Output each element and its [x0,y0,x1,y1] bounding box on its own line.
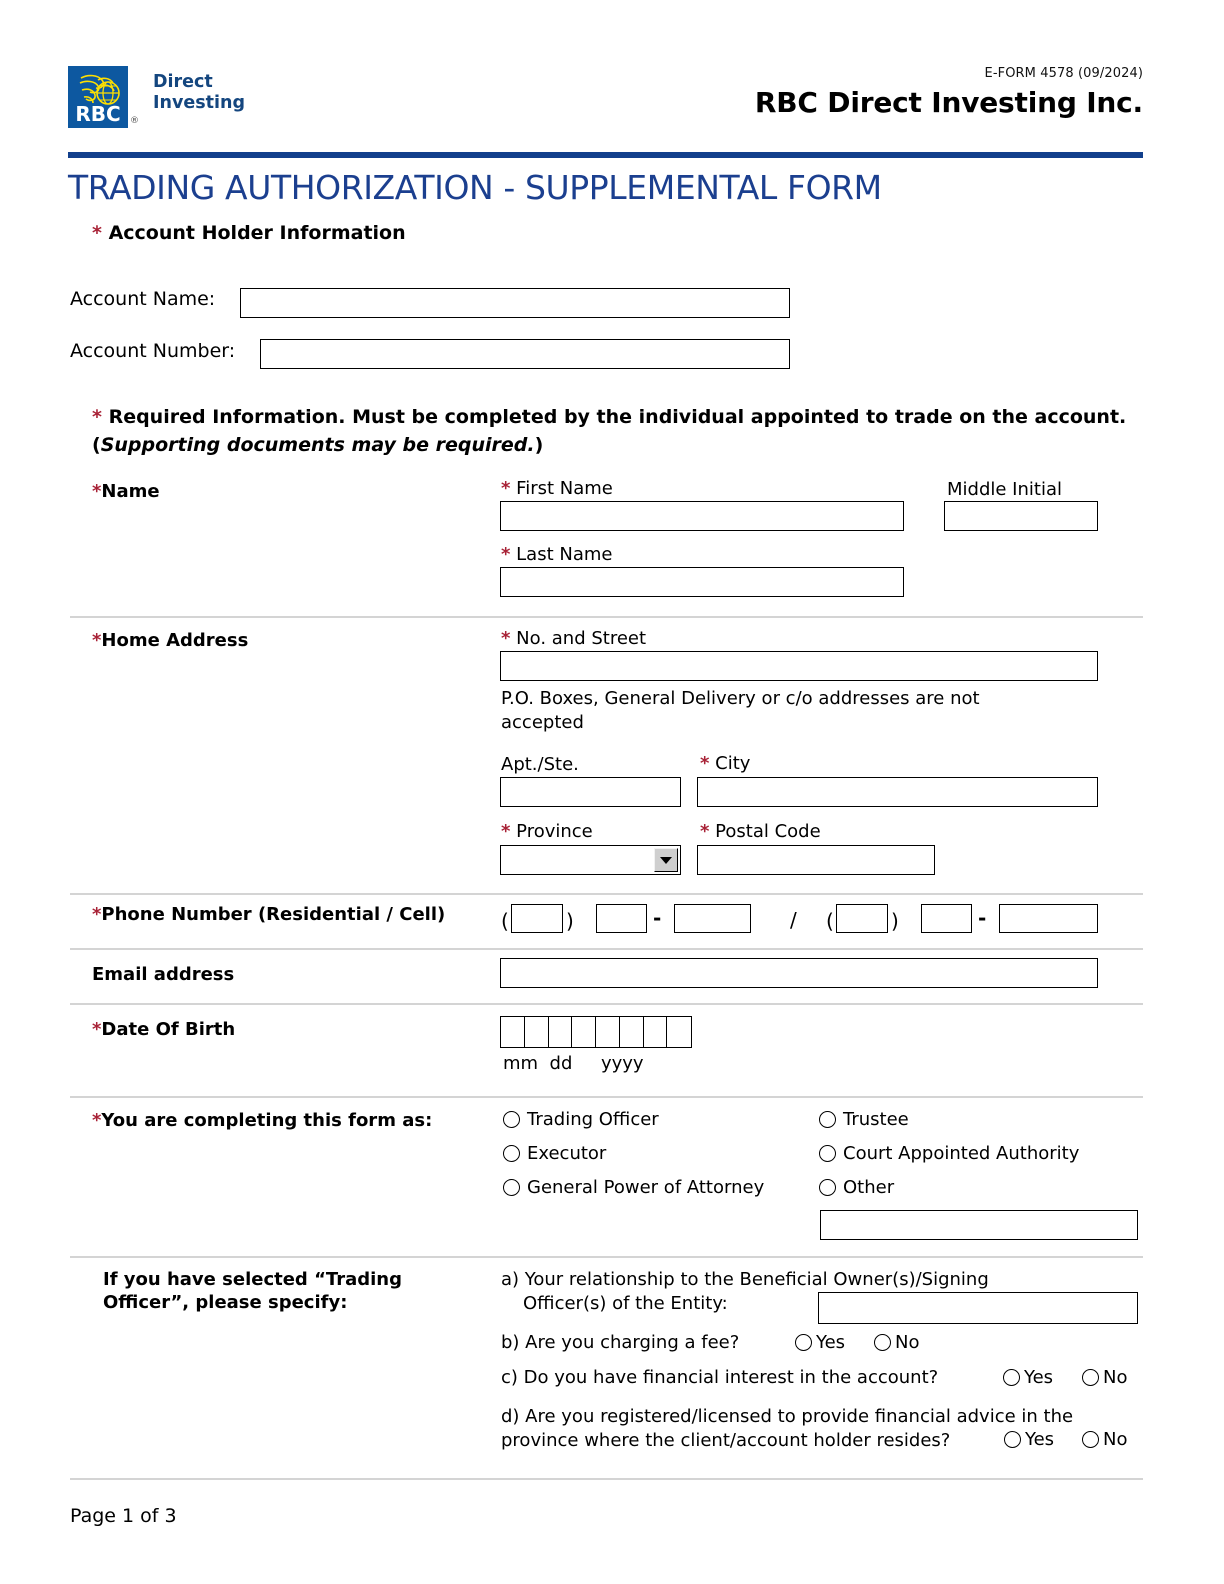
name-section-label-text: Name [101,481,160,502]
svg-text:RBC: RBC [75,102,121,126]
first-name-label [501,478,613,499]
city-input[interactable] [697,777,1098,807]
dob-input-comb[interactable] [500,1016,692,1048]
radio-icon[interactable] [819,1111,836,1128]
required-information-note [92,404,1132,459]
company-name: RBC Direct Investing Inc. [754,86,1143,119]
phone-residential-line-input[interactable] [674,904,751,933]
role-section-label [92,1109,432,1132]
question-b: b) Are you charging a fee? [501,1332,740,1353]
phone-cell-prefix-input[interactable] [921,904,972,933]
street-input[interactable] [500,651,1098,681]
phone-res-dash: - [653,906,662,930]
radio-option-registered-yes[interactable] [1004,1429,1054,1450]
radio-label: Trustee [843,1109,909,1130]
postal-code-label [700,821,821,842]
radio-label: Yes [816,1332,846,1353]
required-asterisk-postal: * [700,821,710,842]
radio-option-financial-interest-no[interactable] [1082,1367,1127,1388]
dob-cell[interactable] [572,1017,596,1047]
province-select[interactable] [500,845,681,875]
required-asterisk-street: * [501,628,511,649]
radio-icon[interactable] [1004,1431,1021,1448]
radio-option-executor[interactable] [503,1143,606,1164]
radio-icon[interactable] [1082,1431,1099,1448]
home-address-label-text: Home Address [101,630,249,651]
trading-officer-label-line1: If you have selected “Trading [103,1269,402,1290]
dob-cell[interactable] [525,1017,549,1047]
radio-icon[interactable] [874,1334,891,1351]
first-name-input[interactable] [500,501,904,531]
radio-label: Other [843,1177,895,1198]
radio-option-other[interactable] [819,1177,894,1198]
radio-label: Court Appointed Authority [843,1143,1080,1164]
phone-residential-prefix-input[interactable] [596,904,647,933]
rbc-logo-wordmark [153,72,245,115]
radio-option-fee-no[interactable] [874,1332,919,1353]
footer-divider [70,1478,1143,1480]
page-header [68,58,1143,148]
radio-label: No [1103,1367,1128,1388]
dob-cell[interactable] [667,1017,691,1047]
section-divider-1 [70,616,1143,618]
required-asterisk-role: * [92,1110,102,1131]
logo-line-investing: Investing [153,93,246,114]
dob-cell[interactable] [549,1017,573,1047]
required-asterisk-phone: * [92,904,102,925]
relationship-input[interactable] [818,1292,1138,1324]
question-c: c) Do you have financial interest in the account? [501,1367,939,1388]
account-number-input[interactable] [260,339,790,369]
section-divider-3 [70,948,1143,950]
section-divider-5 [70,1096,1143,1098]
dob-cell[interactable] [501,1017,525,1047]
radio-label: Yes [1025,1429,1055,1450]
required-asterisk-last-name: * [501,544,511,565]
phone-residential-area-code-input[interactable] [511,904,563,933]
dob-cell[interactable] [620,1017,644,1047]
trading-officer-label-line2: Officer”, please specify: [103,1292,348,1314]
last-name-label-text: Last Name [516,544,613,565]
required-asterisk: * [92,222,102,244]
phone-section-label [92,903,445,926]
radio-label: Yes [1024,1367,1054,1388]
dob-section-label [92,1018,235,1041]
email-section-label: Email address [92,964,235,985]
apt-label: Apt./Ste. [501,754,579,775]
radio-icon[interactable] [819,1145,836,1162]
radio-icon[interactable] [1082,1369,1099,1386]
question-a-line1: a) Your relationship to the Beneficial Owner(s)/Signing [501,1269,989,1290]
header-divider [68,152,1143,158]
last-name-label [501,544,612,565]
question-d-line1: d) Are you registered/licensed to provide financial advice in the [501,1406,1074,1427]
phone-cell-open-paren: ( [826,909,834,933]
account-number-row [70,340,235,362]
radio-option-general-power-of-attorney[interactable] [503,1177,764,1198]
street-label-text: No. and Street [516,628,647,649]
name-section-label [92,480,160,503]
dob-cell[interactable] [644,1017,668,1047]
chevron-down-icon[interactable] [654,848,678,872]
radio-option-registered-no[interactable] [1082,1429,1127,1450]
account-name-input[interactable] [240,288,790,318]
required-asterisk-home-address: * [92,630,102,651]
radio-option-trading-officer[interactable] [503,1109,659,1130]
phone-res-close-paren: ) [566,909,574,933]
home-address-section-label [92,629,248,652]
section-divider-6 [70,1256,1143,1258]
middle-initial-input[interactable] [944,501,1098,531]
dob-cell[interactable] [596,1017,620,1047]
dob-legend: mm dd yyyy [503,1053,644,1074]
province-label-text: Province [516,821,593,842]
street-label [501,628,646,649]
required-asterisk-name: * [92,481,102,502]
question-a-line2: Officer(s) of the Entity: [523,1292,728,1314]
radio-icon[interactable] [819,1179,836,1196]
account-name-row [70,288,215,310]
phone-cell-area-code-input[interactable] [836,904,888,933]
phone-label-text: Phone Number (Residential / Cell) [101,904,446,925]
section-heading-account-holder [92,222,406,244]
required-asterisk-intro: * [92,406,102,428]
phone-separator: / [790,908,797,932]
question-d-line2: province where the client/account holder resides? [501,1429,951,1451]
radio-option-financial-interest-yes[interactable] [1003,1367,1053,1388]
radio-label: Trading Officer [527,1109,659,1130]
other-role-input[interactable] [820,1210,1138,1240]
first-name-label-text: First Name [516,478,613,499]
radio-option-fee-yes[interactable] [795,1332,845,1353]
email-input[interactable] [500,958,1098,988]
eform-number: E-FORM 4578 (09/2024) [984,66,1143,81]
city-label-text: City [715,753,751,774]
province-label [501,821,593,842]
section-heading-label: Account Holder Information [108,222,406,244]
required-asterisk-city: * [700,753,710,774]
rbc-logo-icon [68,66,128,128]
account-number-label: Account Number: [70,340,236,362]
radio-icon[interactable] [503,1179,520,1196]
phone-cell-close-paren: ) [891,909,899,933]
rbc-logo [68,66,245,128]
radio-option-court-appointed-authority[interactable] [819,1143,1079,1164]
radio-label: No [1103,1429,1128,1450]
page-title: TRADING AUTHORIZATION - SUPPLEMENTAL FORM [68,168,882,207]
last-name-input[interactable] [500,567,904,597]
postal-code-label-text: Postal Code [715,821,821,842]
section-divider-4 [70,1003,1143,1005]
radio-icon[interactable] [503,1145,520,1162]
dob-label-text: Date Of Birth [101,1019,236,1040]
phone-cell-dash: - [978,906,987,930]
section-divider-2 [70,893,1143,895]
registered-trademark-icon: ® [130,116,139,126]
radio-label: General Power of Attorney [527,1177,765,1198]
radio-icon[interactable] [795,1334,812,1351]
intro-text-part2: ) [534,433,544,456]
role-label-text: You are completing this form as: [101,1110,433,1131]
logo-line-direct: Direct [153,72,213,92]
phone-res-open-paren: ( [501,909,509,933]
middle-initial-label: Middle Initial [947,479,1062,500]
radio-label: Executor [527,1143,607,1164]
required-asterisk-first-name: * [501,478,511,499]
trading-officer-section-label [103,1268,463,1315]
radio-label: No [895,1332,920,1353]
radio-icon[interactable] [503,1111,520,1128]
radio-icon[interactable] [1003,1369,1020,1386]
required-asterisk-dob: * [92,1019,102,1040]
page-number: Page 1 of 3 [70,1505,177,1527]
required-asterisk-province: * [501,821,511,842]
po-box-note: P.O. Boxes, General Delivery or c/o addresses are not accepted [501,688,980,734]
radio-option-trustee[interactable] [819,1109,909,1130]
phone-cell-line-input[interactable] [999,904,1098,933]
intro-text-italic: Supporting documents may be required. [100,433,535,456]
account-name-label: Account Name: [70,288,216,310]
apt-input[interactable] [500,777,681,807]
postal-code-input[interactable] [697,845,935,875]
intro-text-part1: Required Information. Must be completed by the individual appointed to trade on the account. ( [92,406,1127,456]
city-label [700,753,750,774]
